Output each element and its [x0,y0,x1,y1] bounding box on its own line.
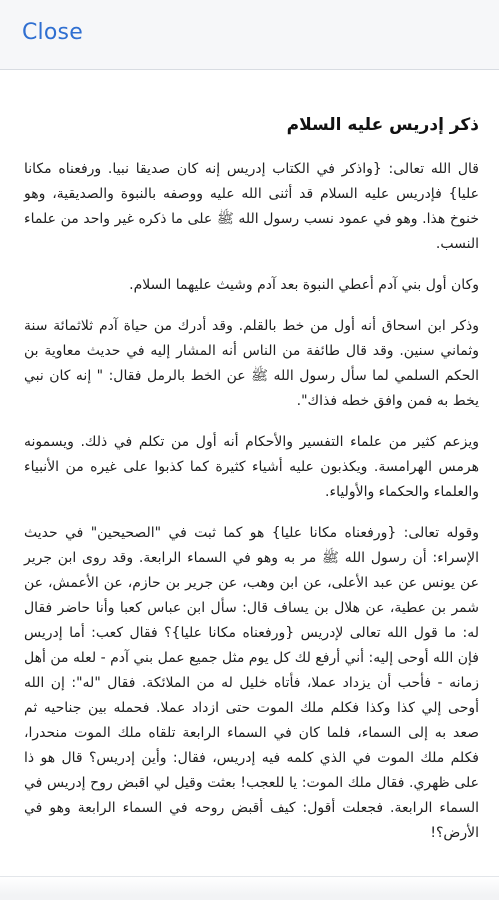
article-paragraph: ويزعم كثير من علماء التفسير والأحكام أنه أول من تكلم في ذلك. ويسمونه هرمس الهرامسة. ويكذبون عليه أشياء كثيرة كما كذبوا على غيره من الأنبياء والعلماء والحكماء والأولياء. [24,434,479,500]
article-paragraph: قال الله تعالى: {واذكر في الكتاب إدريس إنه كان صديقا نبيا. ورفعناه مكانا عليا} فإدريس عليه السلام قد أثنى الله عليه ووصفه بالنبوة والصديقية، وهو خنوخ هذا. وهو في عمود نسب رسول الله ﷺ على ما ذكره غير واحد من علماء النسب. [24,161,479,252]
article-content [0,70,499,875]
panel-bottom-edge [0,876,499,900]
article-paragraph: وذكر ابن اسحاق أنه أول من خط بالقلم. وقد أدرك من حياة آدم ثلاثمائة سنة وثماني سنين. وقد قال طائفة من الناس أنه المشار إليه في حديث معاوية بن الحكم السلمي لما سأل رسول الله ﷺ عن الخط بالرمل فقال: " إنه كان نبي يخط به فمن وافق خطه فذاك". [24,318,479,409]
top-bar [0,0,499,70]
article-paragraph: وقوله تعالى: {ورفعناه مكانا عليا} هو كما ثبت في "الصحيحين" في حديث الإسراء: أن رسول الله ﷺ مر به وهو في السماء الرابعة. وقد روى ابن جرير عن يونس عن عبد الأعلى، عن ابن وهب، عن جرير بن حازم، عن الأعمش، عن شمر بن عطية، عن هلال بن يساف قال: سأل ابن عباس كعبا وأنا حاضر فقال له: ما قول الله تعالى لإدريس {ورفعناه مكانا عليا}؟ فقال كعب: أما إدريس فإن الله أوحى إليه: أني أرفع لك كل يوم مثل جميع عمل بني آدم - لعله من أهل زمانه - فأحب أن يزداد عملا، فأتاه خليل له من الملائكة. فقال "له": إن الله أوحى إلي كذا وكذا فكلم ملك الموت حتى ازداد عملا. فحمله بين جناحيه ثم صعد به إلى السماء، فلما كان في السماء الرابعة تلقاه ملك الموت منحدرا، فكلم ملك الموت في الذي كلمه فيه إدريس، فقال: وأين إدريس؟ قال هو ذا على ظهري. فقال ملك الموت: يا للعجب! بعثت وقيل لي اقبض روح إدريس في السماء الرابعة. فجعلت أقول: كيف أقبض روحه في السماء الرابعة وهو في الأرض؟! [24,525,479,841]
article-title: ذكر إدريس عليه السلام [286,115,479,135]
close-button[interactable]: Close [22,20,83,45]
article-panel[interactable] [0,70,499,900]
article-paragraph: وكان أول بني آدم أعطي النبوة بعد آدم وشيث عليهما السلام. [129,277,479,293]
